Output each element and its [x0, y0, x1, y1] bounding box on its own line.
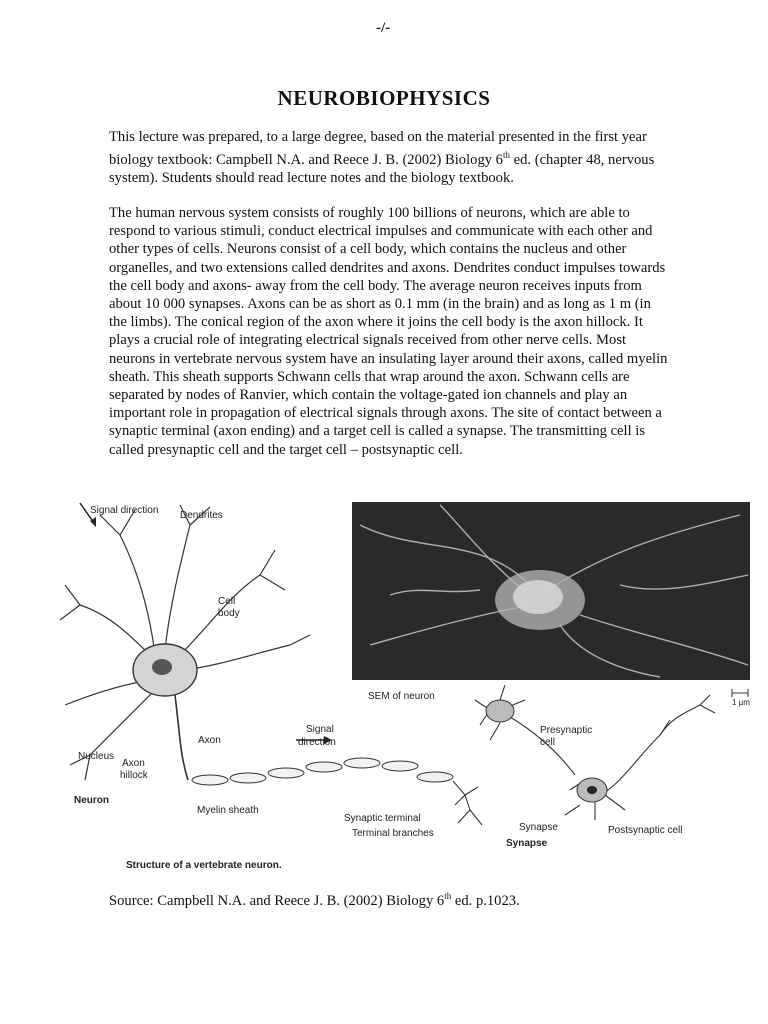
intro-paragraph [109, 128, 669, 187]
label-synapse-bold: Synapse [506, 838, 548, 849]
body-paragraph: The human nervous system consists of roughly 100 billions of neurons, which are able to respond to various stimuli, conduct electrical impulses and communicate with each other and other types of cells. Neurons consist of a cell body, which contains the nucleus and other organelles, and two extensions called dendrites and axons. Dendrites conduct impulses towards the cell body and axons- away from the cell body. The average neuron receives inputs from about 10 000 synapses. Axons can be as short as 0.1 mm (in the brain) and as long as 1 m (in the limbs). The conical region of the axon where it joins the cell body is the axon hillock. It plays a crucial role of integrating electrical signals received from other nerve cells. Most neurons in vertebrate nervous system have an insulating layer around their axons, called myelin sheath. This sheath supports Schwann cells that wrap around the axon. Schwann cells are separated by nodes of Ranvier, which contain the voltage-gated ion channels and play an important role in propagation of electrical signals through axons. The site of contact between a synaptic terminal (axon ending) and a target cell is called a synapse. The transmitting cell is called presynaptic cell and the target cell – postsynaptic cell. [109, 205, 668, 458]
label-postsynaptic: Postsynaptic cell [608, 825, 683, 836]
dendrites [60, 505, 310, 780]
label-myelin: Myelin sheath [197, 805, 259, 816]
label-nucleus: Nucleus [78, 751, 115, 762]
intro-superscript: th [502, 150, 510, 161]
label-terminal-branches: Terminal branches [352, 828, 434, 839]
label-signal: Signal [306, 724, 334, 735]
label-scale: 1 µm [732, 698, 750, 707]
label-synaptic-terminal: Synaptic terminal [344, 813, 421, 824]
label-dendrites: Dendrites [180, 510, 223, 521]
terminal-branches [453, 781, 482, 825]
source-superscript: th [444, 891, 452, 901]
label-cell: Cell [218, 596, 236, 607]
label-presynaptic: Presynaptic [540, 725, 593, 736]
nucleus [152, 659, 172, 675]
axon [175, 695, 188, 780]
source-citation [109, 891, 520, 910]
page-title: NEUROBIOPHYSICS [277, 86, 491, 110]
myelin-sheath [192, 758, 453, 785]
label-synapse-small: Synapse [519, 822, 558, 833]
intro-text-end: ed. (chapter 48, nervous system). Students should read lecture notes and the biology textbook. [109, 152, 655, 187]
source-text-start: Source: Campbell N.A. and Reece J. B. (2002) Biology 6 [109, 892, 445, 909]
label-signal-direction: Signal direction [90, 505, 159, 516]
label-hillock: hillock [120, 770, 148, 781]
label-axon: Axon [198, 735, 221, 746]
label-presynaptic-cell: cell [540, 737, 556, 748]
neuron-figure [60, 495, 750, 875]
label-axon-2: Axon [122, 758, 145, 769]
label-sem: SEM of neuron [368, 691, 435, 702]
page-number: -/- [376, 20, 391, 36]
source-text-end: ed. p.1023. [451, 892, 520, 909]
label-body: body [218, 608, 240, 619]
scale-bar [732, 689, 748, 697]
presynaptic-cell-body [486, 700, 514, 722]
label-neuron: Neuron [74, 795, 109, 806]
label-direction: direction [298, 737, 336, 748]
intro-text-start: This lecture was prepared, to a large degree, based on the material presented in the first year biology textbook: Campbell N.A. and Reece J. B. (2002) Biology 6 [109, 129, 647, 169]
figure-caption: Structure of a vertebrate neuron. [126, 860, 282, 871]
